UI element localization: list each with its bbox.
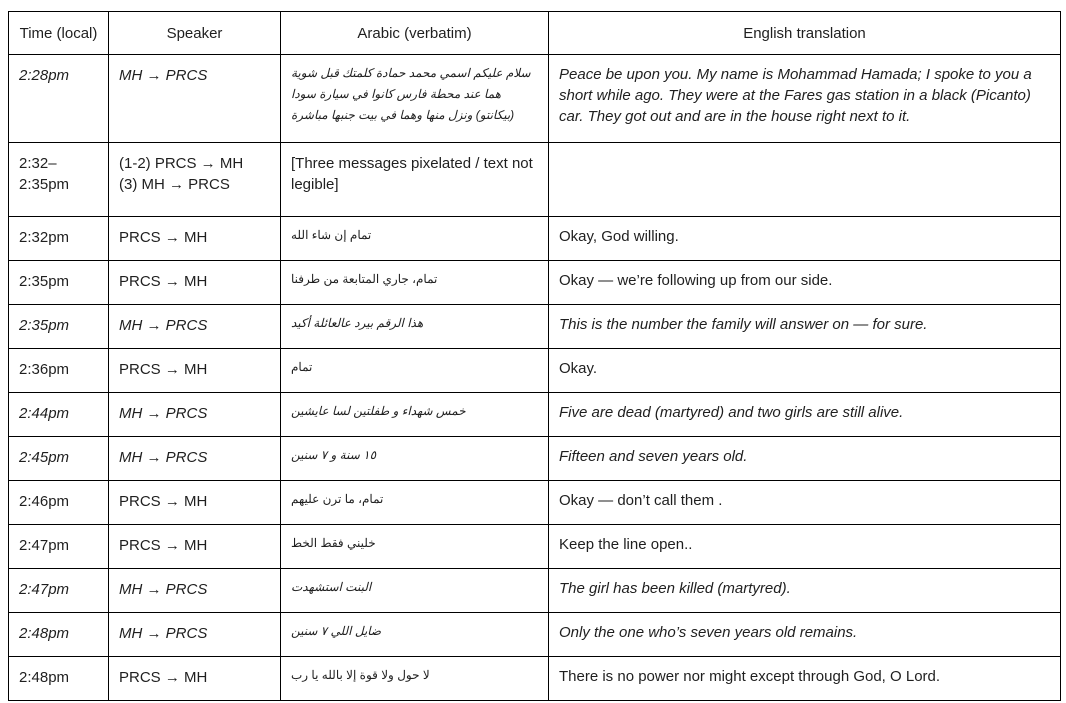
- time-cell: 2:47pm: [9, 525, 109, 569]
- english-cell: Only the one who’s seven years old remains.: [549, 613, 1061, 657]
- arabic-cell: [Three messages pixelated / text not legible]: [281, 143, 549, 217]
- arabic-cell: [281, 657, 549, 701]
- table-row: [9, 613, 1061, 657]
- english-cell: Okay, God willing.: [549, 217, 1061, 261]
- english-cell: This is the number the family will answer on — for sure.: [549, 305, 1061, 349]
- arabic-cell: [281, 349, 549, 393]
- arabic-text: ١٥ سنة و ٧ سنين: [291, 448, 377, 462]
- time-cell: 2:46pm: [9, 481, 109, 525]
- arabic-text: خليني فقط الخط: [291, 536, 376, 550]
- english-cell: [549, 143, 1061, 217]
- table-row: [9, 393, 1061, 437]
- table-body: [9, 55, 1061, 701]
- speaker-cell: PRCS → MH: [109, 349, 281, 393]
- table-row: [9, 55, 1061, 143]
- english-cell: Okay — we’re following up from our side.: [549, 261, 1061, 305]
- arabic-text: ضايل اللي ٧ سنين: [291, 624, 382, 638]
- arabic-text: هما عند محطة فارس كانوا في سيارة سودا: [291, 87, 501, 101]
- arabic-text: (بيكانتو) ونزل منها وهما في بيت جنبها مباشرة: [291, 108, 515, 122]
- speaker-cell: MH → PRCS: [109, 305, 281, 349]
- english-cell: Okay — don’t call them .: [549, 481, 1061, 525]
- table-row: [9, 143, 1061, 217]
- table-row: [9, 305, 1061, 349]
- speaker-cell: MH → PRCS: [109, 569, 281, 613]
- speaker-cell: PRCS → MH: [109, 261, 281, 305]
- arabic-cell: [281, 569, 549, 613]
- time-cell: 2:48pm: [9, 613, 109, 657]
- table-row: [9, 525, 1061, 569]
- time-cell: 2:45pm: [9, 437, 109, 481]
- table-row: [9, 657, 1061, 701]
- header-arabic: Arabic (verbatim): [281, 12, 549, 55]
- speaker-cell: PRCS → MH: [109, 217, 281, 261]
- english-cell: Peace be upon you. My name is Mohammad Hamada; I spoke to you a short while ago. They were at the Fares gas station in a black (Picanto) car. They got out and are in the house right next to it.: [549, 55, 1061, 143]
- time-cell: 2:47pm: [9, 569, 109, 613]
- table-row: [9, 349, 1061, 393]
- arabic-cell: [281, 305, 549, 349]
- arabic-cell: [281, 393, 549, 437]
- speaker-cell: PRCS → MH: [109, 657, 281, 701]
- time-cell: 2:32pm: [9, 217, 109, 261]
- time-cell: 2:48pm: [9, 657, 109, 701]
- english-cell: Okay.: [549, 349, 1061, 393]
- header-time: Time (local): [9, 12, 109, 55]
- arabic-cell: [281, 613, 549, 657]
- time-cell: 2:36pm: [9, 349, 109, 393]
- arabic-cell: [281, 261, 549, 305]
- arabic-cell: [281, 55, 549, 143]
- arabic-text: لا حول ولا قوة إلا بالله يا رب: [291, 668, 430, 682]
- speaker-cell: MH → PRCS: [109, 55, 281, 143]
- time-cell: 2:32– 2:35pm: [9, 143, 109, 217]
- english-cell: Five are dead (martyred) and two girls are still alive.: [549, 393, 1061, 437]
- speaker-cell: PRCS → MH: [109, 525, 281, 569]
- arabic-cell: [281, 217, 549, 261]
- arabic-text: تمام، ما ترن عليهم: [291, 492, 384, 506]
- table-row: [9, 261, 1061, 305]
- english-cell: Keep the line open..: [549, 525, 1061, 569]
- speaker-cell: (1-2) PRCS → MH (3) MH → PRCS: [109, 143, 281, 217]
- table-row: [9, 481, 1061, 525]
- time-cell: 2:35pm: [9, 305, 109, 349]
- header-speaker: Speaker: [109, 12, 281, 55]
- arabic-text: سلام عليكم اسمي محمد حمادة كلمتك قبل شوية: [291, 66, 531, 80]
- arabic-cell: [281, 525, 549, 569]
- arabic-text: تمام، جاري المتابعة من طرفنا: [291, 272, 438, 286]
- arabic-cell: [281, 481, 549, 525]
- english-cell: Fifteen and seven years old.: [549, 437, 1061, 481]
- header-english: English translation: [549, 12, 1061, 55]
- time-cell: 2:35pm: [9, 261, 109, 305]
- arabic-cell: [281, 437, 549, 481]
- speaker-cell: MH → PRCS: [109, 437, 281, 481]
- arabic-text: تمام: [291, 360, 313, 374]
- arabic-text: هذا الرقم بيرد عالعائلة أكيد: [291, 316, 424, 330]
- time-cell: 2:28pm: [9, 55, 109, 143]
- table-row: [9, 217, 1061, 261]
- speaker-cell: PRCS → MH: [109, 481, 281, 525]
- arabic-text: تمام إن شاء الله: [291, 228, 372, 242]
- arabic-text: البنت استشهدت: [291, 580, 372, 594]
- speaker-cell: MH → PRCS: [109, 613, 281, 657]
- english-cell: There is no power nor might except through God, O Lord.: [549, 657, 1061, 701]
- header-row: [9, 12, 1061, 55]
- english-cell: The girl has been killed (martyred).: [549, 569, 1061, 613]
- transcript-table: [8, 11, 1061, 701]
- time-cell: 2:44pm: [9, 393, 109, 437]
- arabic-text: خمس شهداء و طفلتين لسا عايشين: [291, 404, 466, 418]
- speaker-cell: MH → PRCS: [109, 393, 281, 437]
- table-row: [9, 437, 1061, 481]
- table-row: [9, 569, 1061, 613]
